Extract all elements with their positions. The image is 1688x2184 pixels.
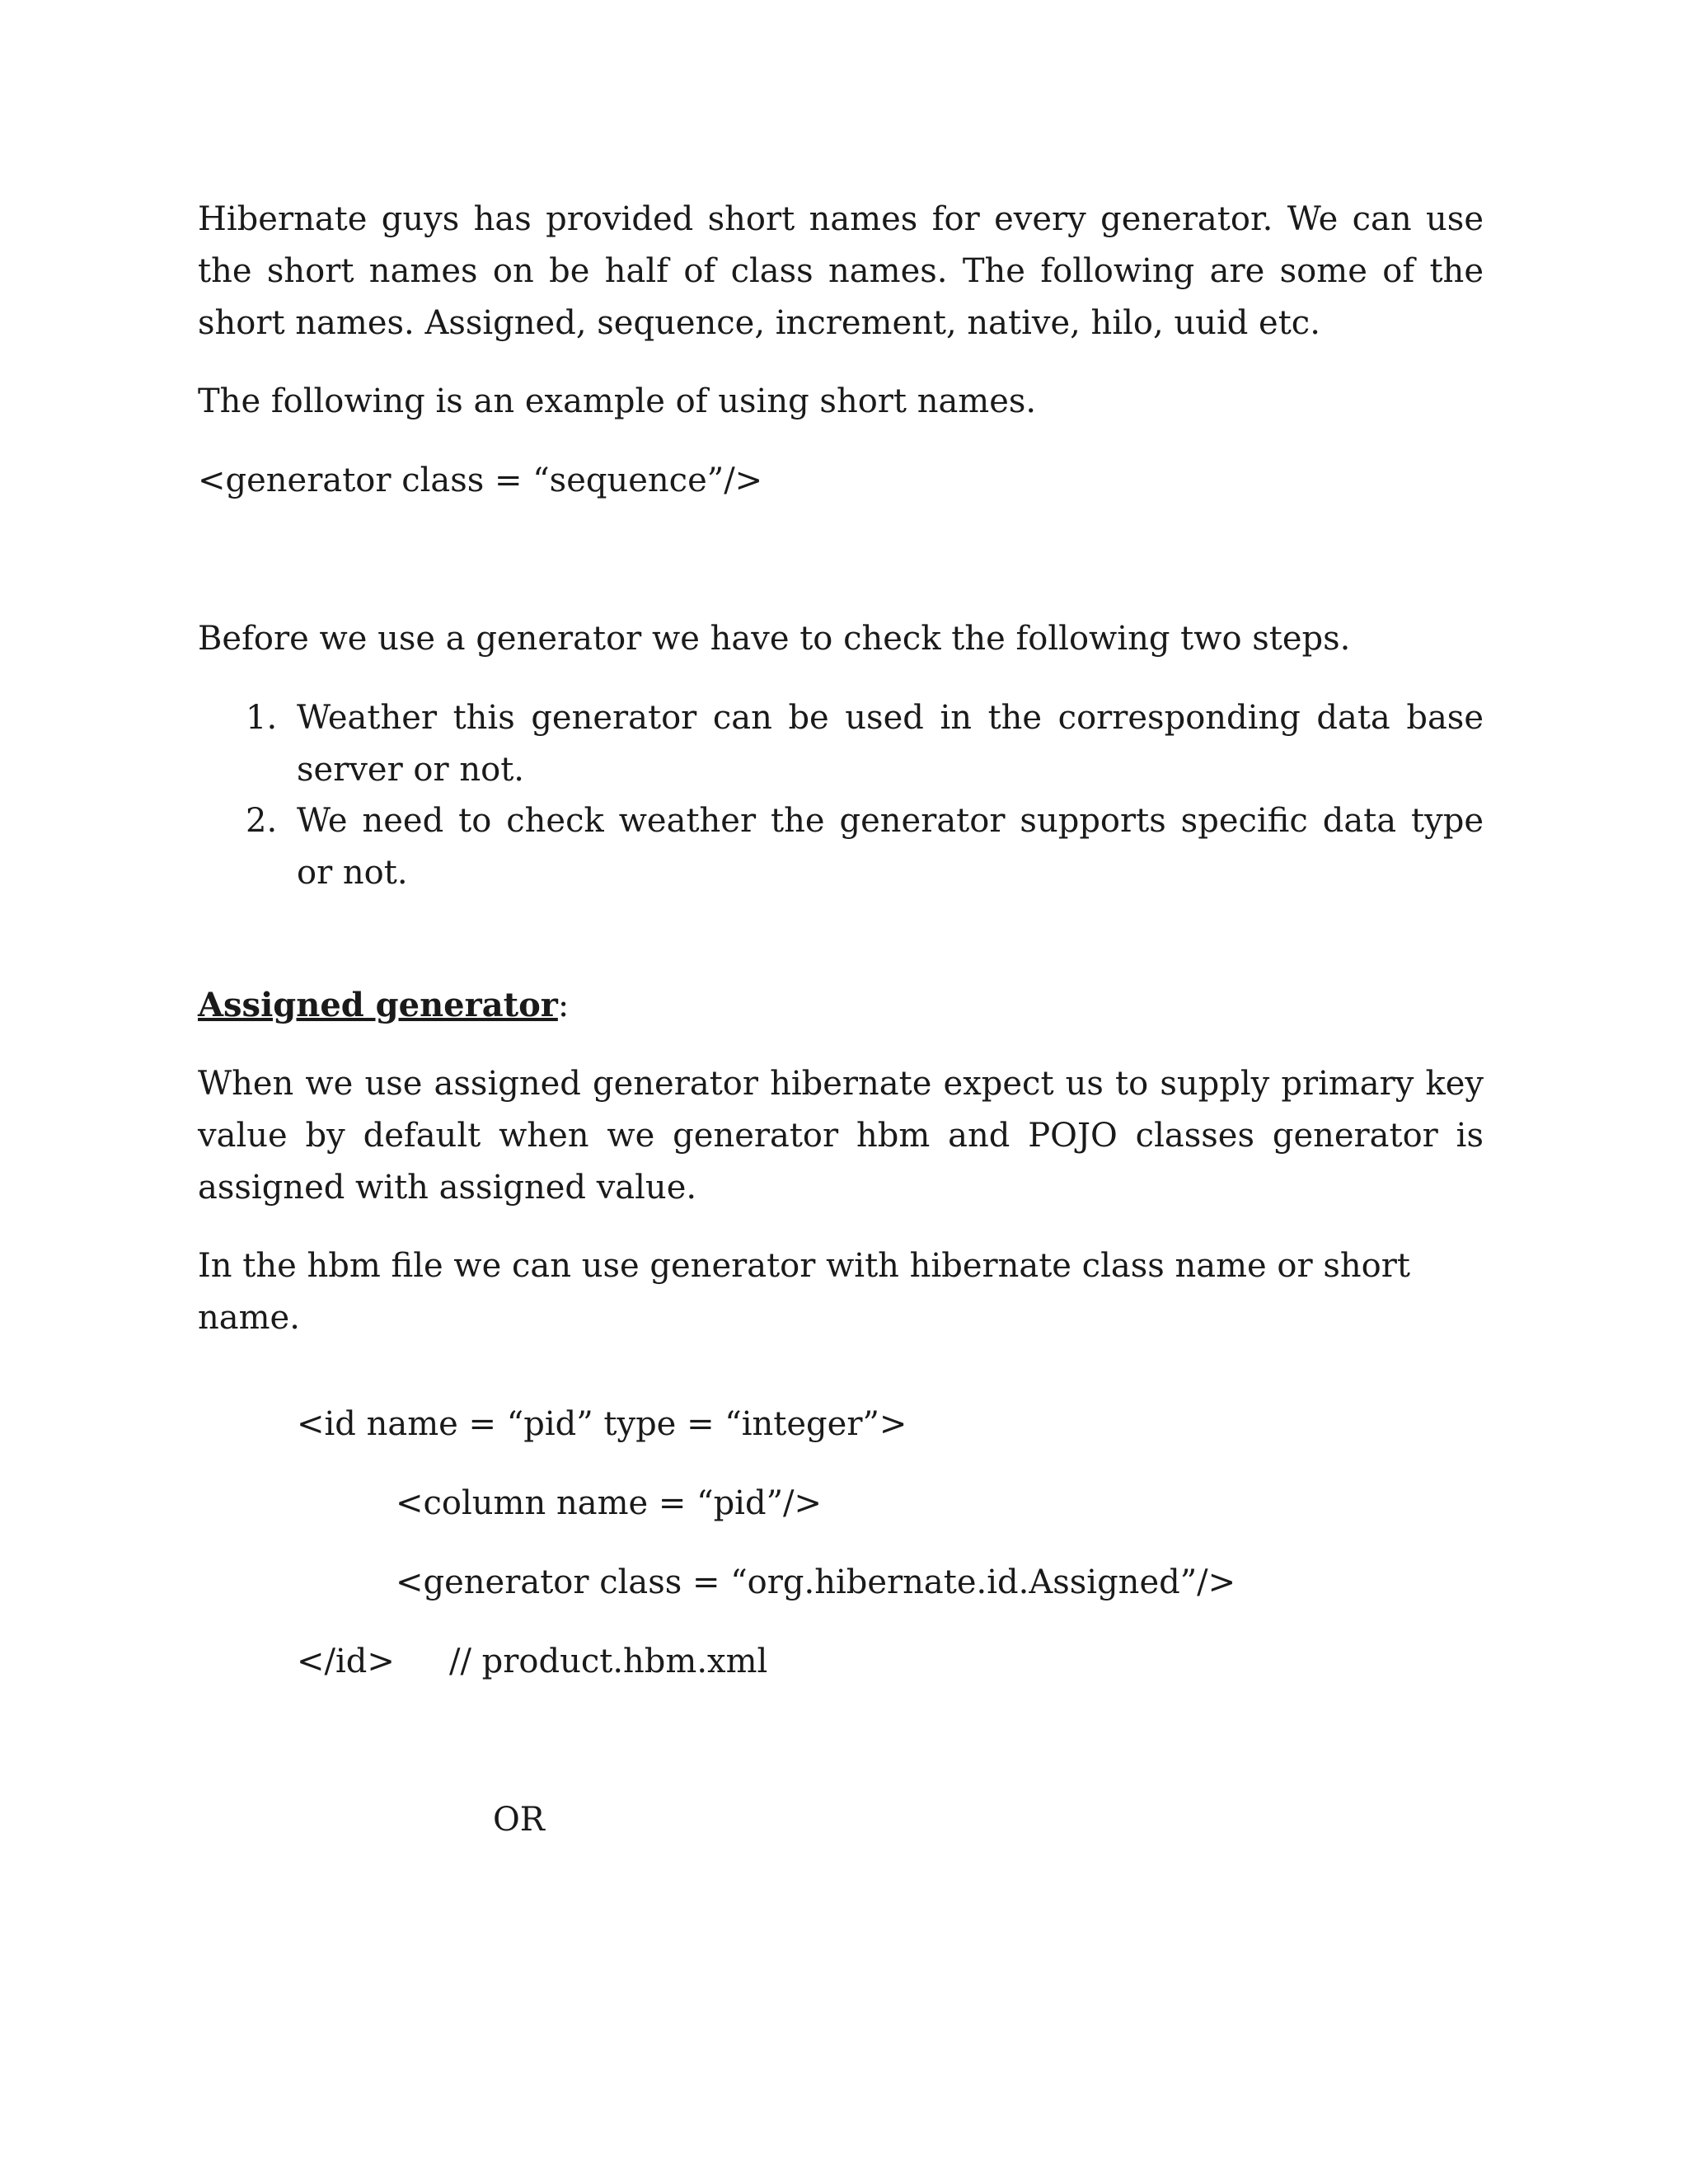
or-separator: OR — [493, 1801, 545, 1839]
list-text: We need to check weather the generator supports specific data type or not. — [297, 802, 1484, 892]
example-code: <generator class = “sequence”/> — [198, 462, 763, 499]
code-line-column: <column name = “pid”/> — [396, 1484, 823, 1522]
list-text: Weather this generator can be used in the corresponding data base server or not. — [297, 699, 1484, 789]
list-number: 2. — [246, 802, 278, 840]
section-heading: Assigned generator — [198, 986, 558, 1024]
intro-paragraph: Hibernate guys has provided short names for every generator. We can use the short names on be half of class names. The following are some of the short names. Assigned, sequence, increment, native, hilo, uuid etc. — [198, 200, 1484, 342]
list-number: 1. — [246, 699, 278, 737]
code-line-generator: <generator class = “org.hibernate.id.Assigned”/> — [396, 1563, 1236, 1601]
steps-intro: Before we use a generator we have to check the following two steps. — [198, 620, 1351, 658]
code-comment: // product.hbm.xml — [449, 1643, 768, 1680]
code-line-id-close: </id> — [297, 1643, 395, 1680]
example-intro: The following is an example of using short names. — [198, 382, 1037, 420]
section-heading-line — [198, 979, 1484, 1032]
code-line-id-open: <id name = “pid” type = “integer”> — [297, 1405, 907, 1443]
assigned-paragraph: When we use assigned generator hibernate expect us to supply primary key value by default when we generator hbm and POJO classes generator is assigned with assigned value. — [198, 1065, 1484, 1207]
hbm-note: In the hbm file we can use generator with hibernate class name or short name. — [198, 1247, 1410, 1337]
section-heading-colon: : — [557, 987, 570, 1024]
